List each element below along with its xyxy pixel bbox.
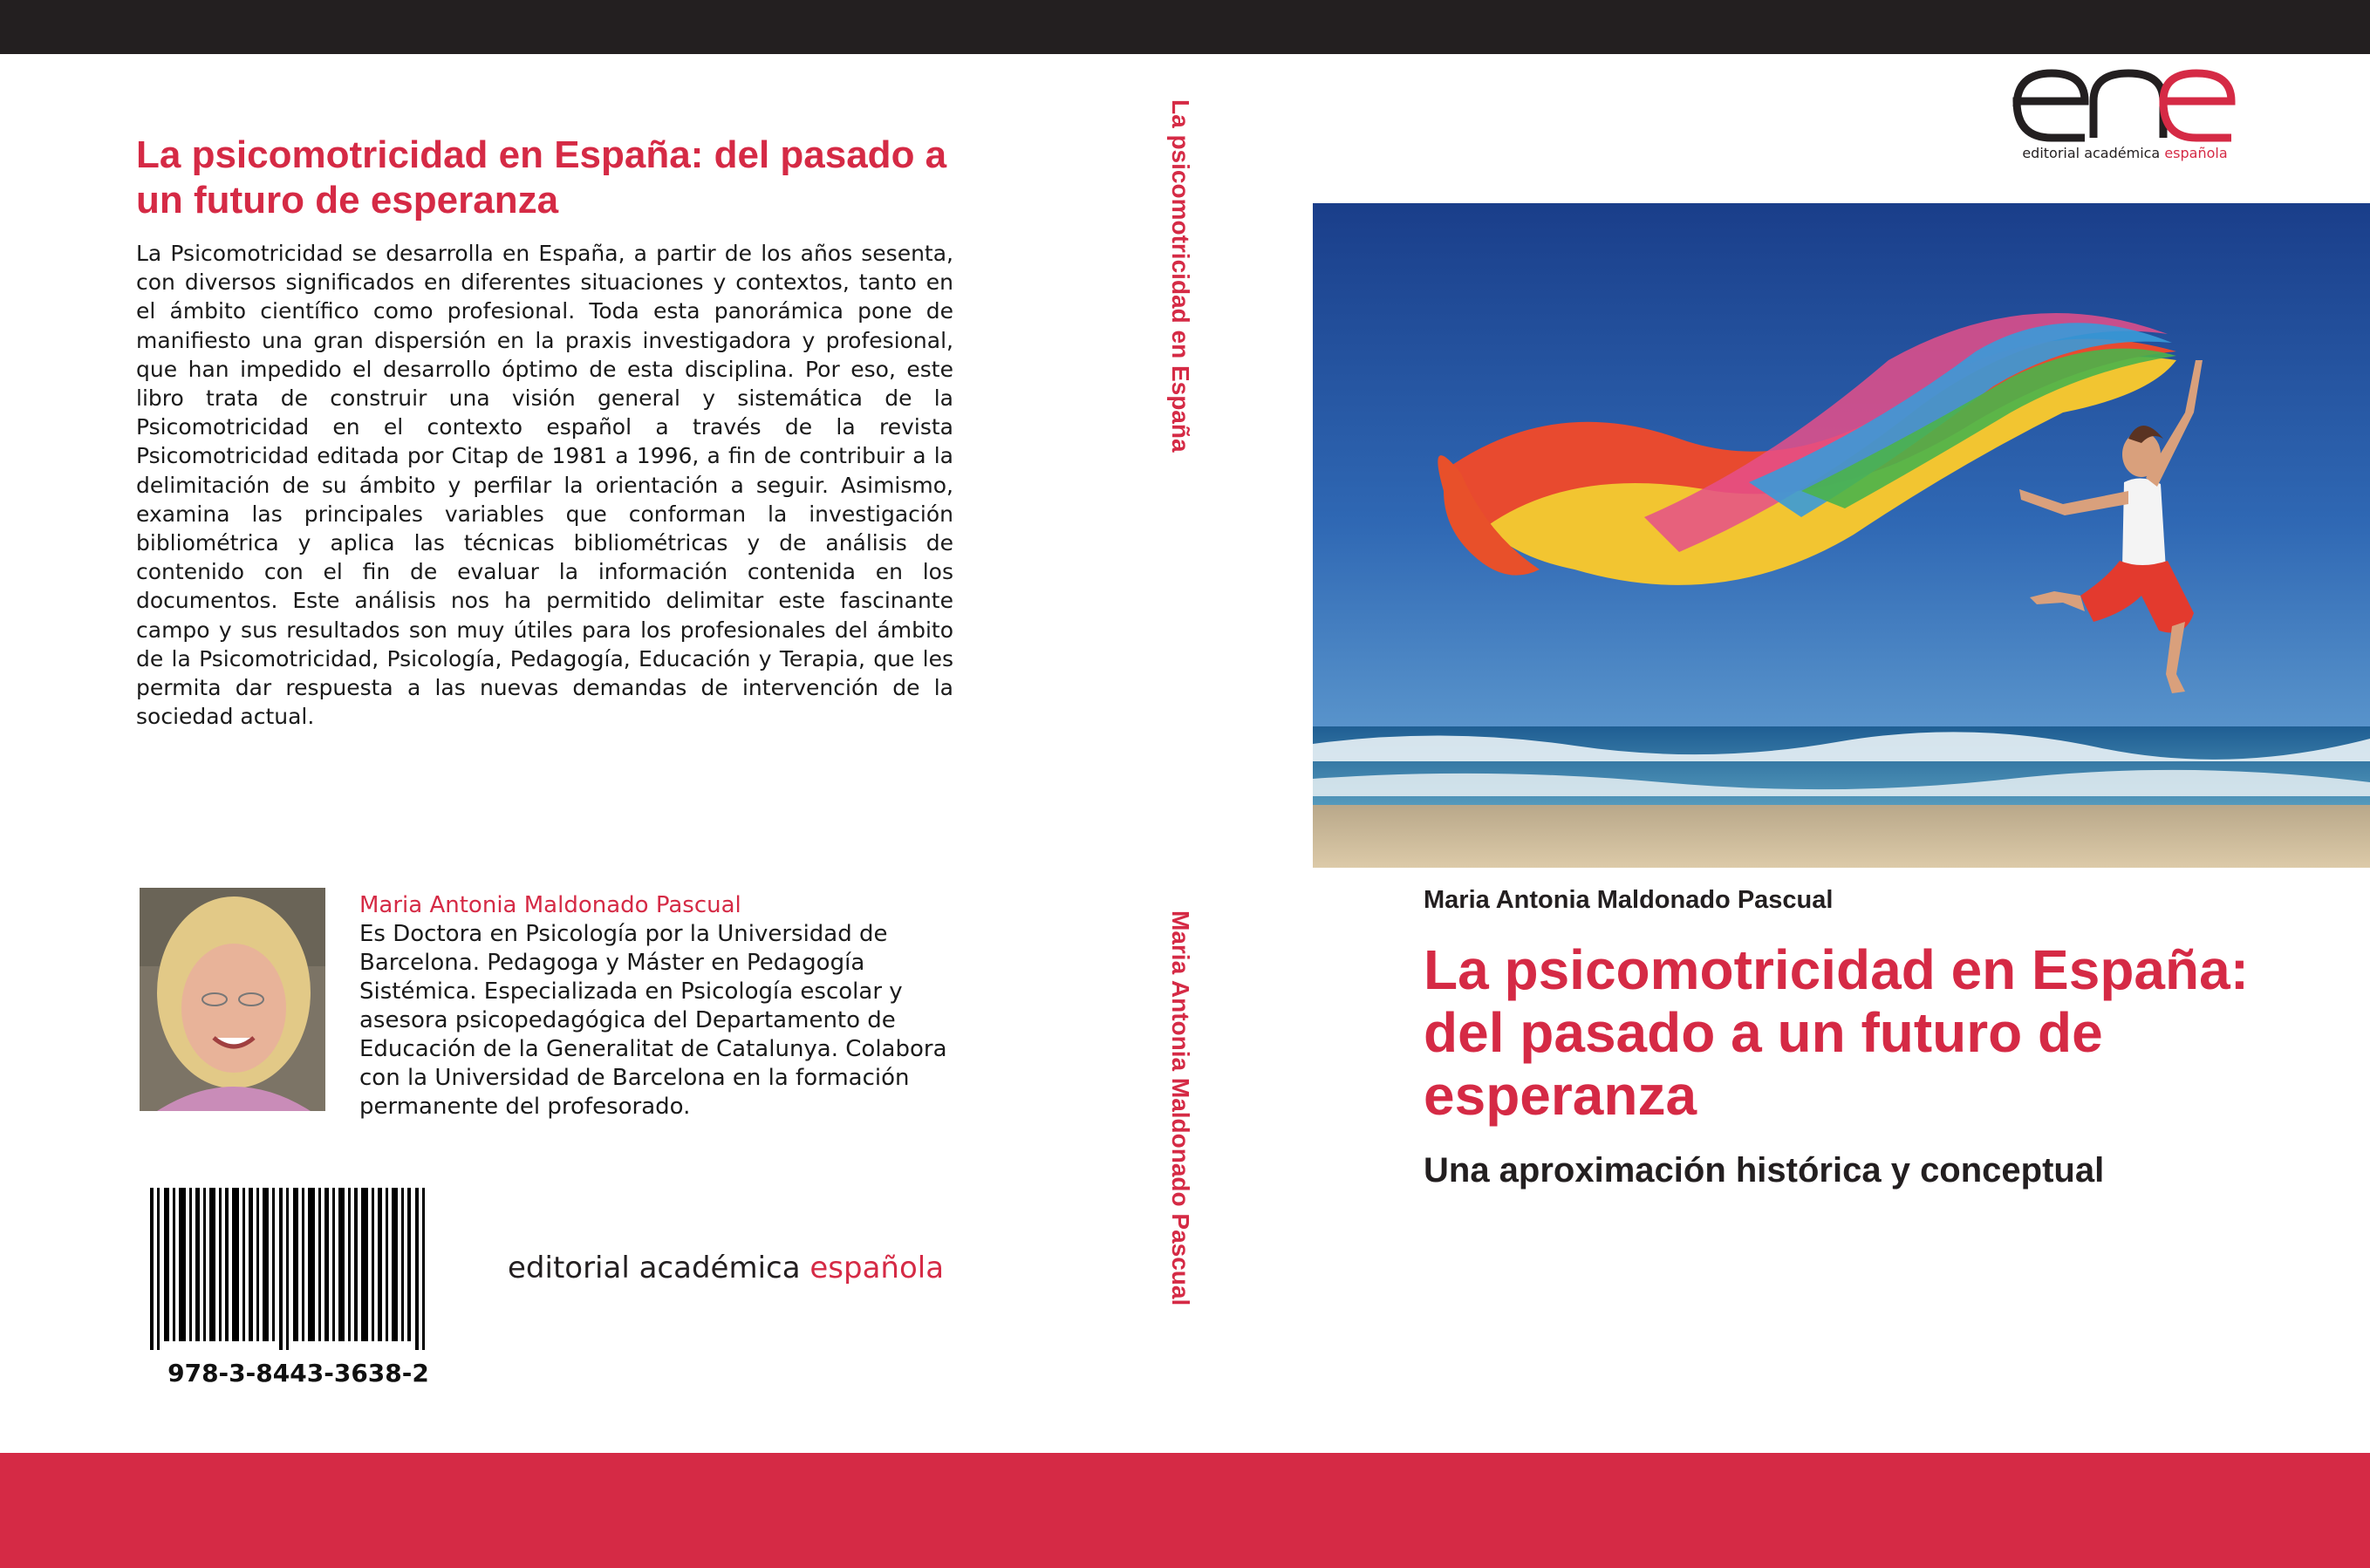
logo-wordmark-part2: española <box>2164 145 2228 161</box>
cover-photo <box>1313 203 2370 868</box>
publisher-name-part1: editorial académica <box>508 1251 801 1285</box>
logo-wordmark <box>2006 145 2244 161</box>
publisher-name-part2: española <box>809 1251 945 1285</box>
spine-author: Maria Antonia Maldonado Pascual <box>1167 910 1194 1306</box>
author-bio: Es Doctora en Psicología por la Universidad de Barcelona. Pedagoga y Máster en Pedagogía Sistémica. Especializada en Psicología escolar y asesora psicopedagógica del Departamento de Educación de la Generalitat de Catalunya. Colabora con la Universidad de Barcelona en la formación permanente del profesorado. <box>359 921 947 1120</box>
back-cover-title: La psicomotricidad en España: del pasado a un futuro de esperanza <box>136 133 947 222</box>
author-photo <box>140 888 325 1111</box>
back-cover-blurb: La Psicomotricidad se desarrolla en España, a partir de los años sesenta, con diversos significados en diferentes situaciones y contextos, tanto en el ámbito científico como profesional. Toda esta panorámica pone de manifiesto una gran dispersión en la praxis investigadora y profesional, que han impedido el desarrollo óptimo de esta disciplina. Por eso, este libro trata de construir una visión general y sistemática de la Psicomotricidad en el contexto español a través de la revista Psicomotricidad editada por Citap de 1981 a 1996, a fin de contribuir a la delimitación de su ámbito y perfilar la orientación a seguir. Asimismo, examina las principales variables que conforman la investigación bibliométrica y aplica las técnicas bibliométricas y de análisis de contenido con el fin de evaluar la información contenida en los documentos. Este análisis nos ha permitido delimitar este fascinante campo y sus resultados son muy útiles para los profesionales del ámbito de la Psicomotricidad, Psicología, Pedagogía, Educación y Terapia, que les permita dar respuesta a las nuevas demandas de intervención de la sociedad actual. <box>136 241 953 730</box>
publisher-name-back <box>508 1249 961 1287</box>
spine-title: La psicomotricidad en España <box>1167 99 1194 453</box>
woman-jumping-with-rainbow-scarf-on-beach-icon <box>1313 203 2370 868</box>
top-bar <box>0 0 2370 54</box>
author-portrait-icon <box>140 888 325 1111</box>
front-cover-subtitle: Una aproximación histórica y conceptual <box>1424 1151 2105 1190</box>
isbn-barcode-icon <box>148 1188 448 1350</box>
front-cover-title: La psicomotricidad en España: del pasado a un futuro de esperanza <box>1424 938 2249 1127</box>
isbn-number: 978-3-8443-3638-2 <box>167 1359 429 1387</box>
logo-wordmark-part1: editorial académica <box>2022 145 2161 161</box>
bottom-bar <box>0 1453 2370 1568</box>
back-author-name: Maria Antonia Maldonado Pascual <box>359 892 741 918</box>
front-author-name: Maria Antonia Maldonado Pascual <box>1424 886 1834 914</box>
